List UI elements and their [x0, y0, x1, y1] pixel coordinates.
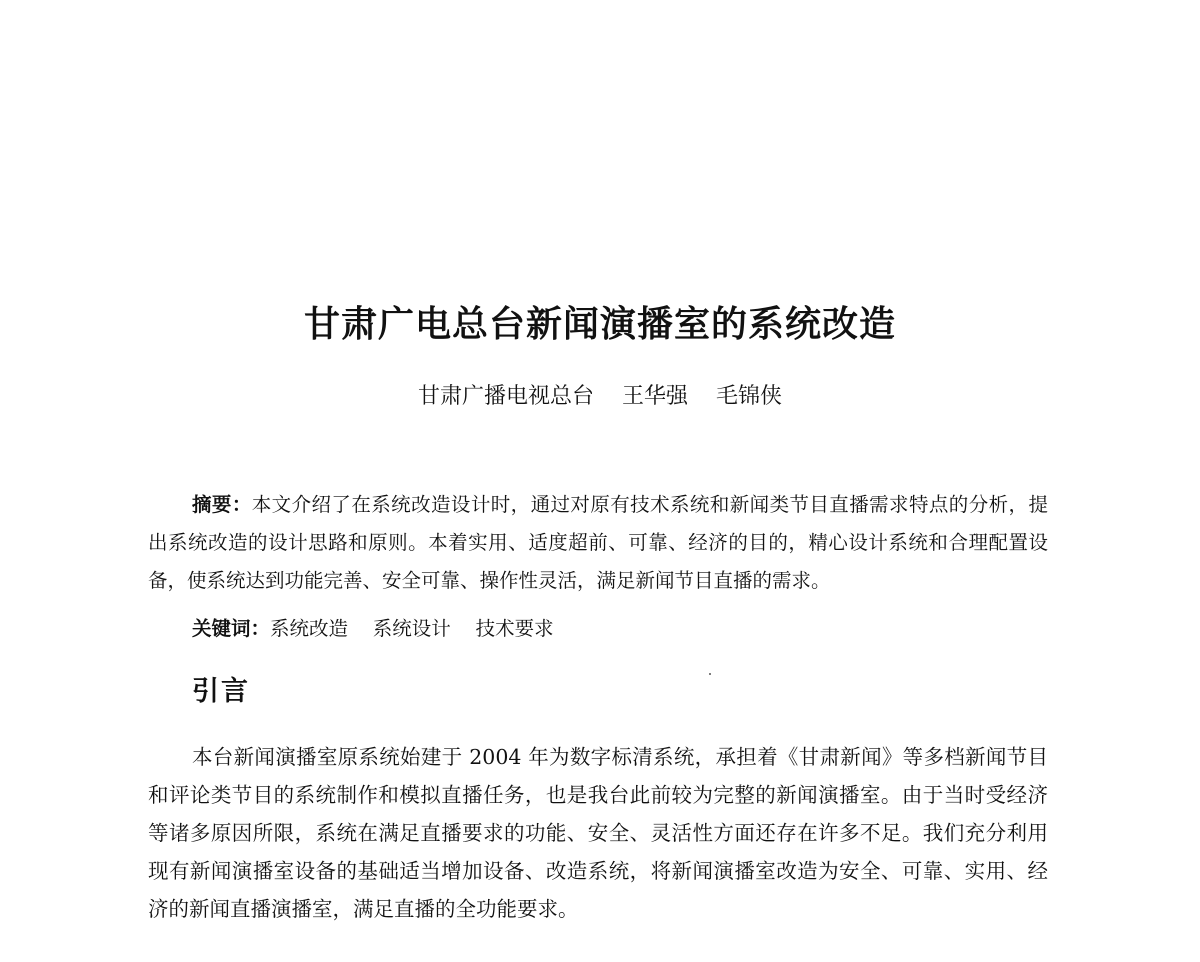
- abstract-text: 本文介绍了在系统改造设计时，通过对原有技术系统和新闻类节目直播需求特点的分析，提出系统改造的设计思路和原则。本着实用、适度超前、可靠、经济的目的，精心设计系统和合理配置设备，使系统达到功能完善、安全可靠、操作性灵活，满足新闻节目直播的需求。: [148, 493, 1048, 592]
- abstract-paragraph: [148, 486, 1048, 600]
- keywords-label: 关键词：: [192, 617, 271, 640]
- keywords-line: [192, 614, 1052, 644]
- intro-paragraph: 本台新闻演播室原系统始建于 2004 年为数字标清系统，承担着《甘肃新闻》等多档新闻节目和评论类节目的系统制作和模拟直播任务，也是我台此前较为完整的新闻演播室。由于当时受经济等诸多原因所限，系统在满足直播要求的功能、安全、灵活性方面还存在许多不足。我们充分利用现有新闻演播室设备的基础适当增加设备、改造系统，将新闻演播室改造为安全、可靠、实用、经济的新闻直播演播室，满足直播的全功能要求。: [148, 745, 1048, 921]
- abstract-label: 摘要：: [192, 493, 252, 516]
- section-heading: 引言: [192, 676, 250, 707]
- scan-speck: [709, 673, 711, 675]
- paper-title: 甘肃广电总台新闻演播室的系统改造: [303, 304, 896, 345]
- author-line: 甘肃广播电视总台 王华强 毛锦侠: [418, 384, 782, 409]
- keywords-text: 系统改造 系统设计 技术要求: [270, 617, 554, 640]
